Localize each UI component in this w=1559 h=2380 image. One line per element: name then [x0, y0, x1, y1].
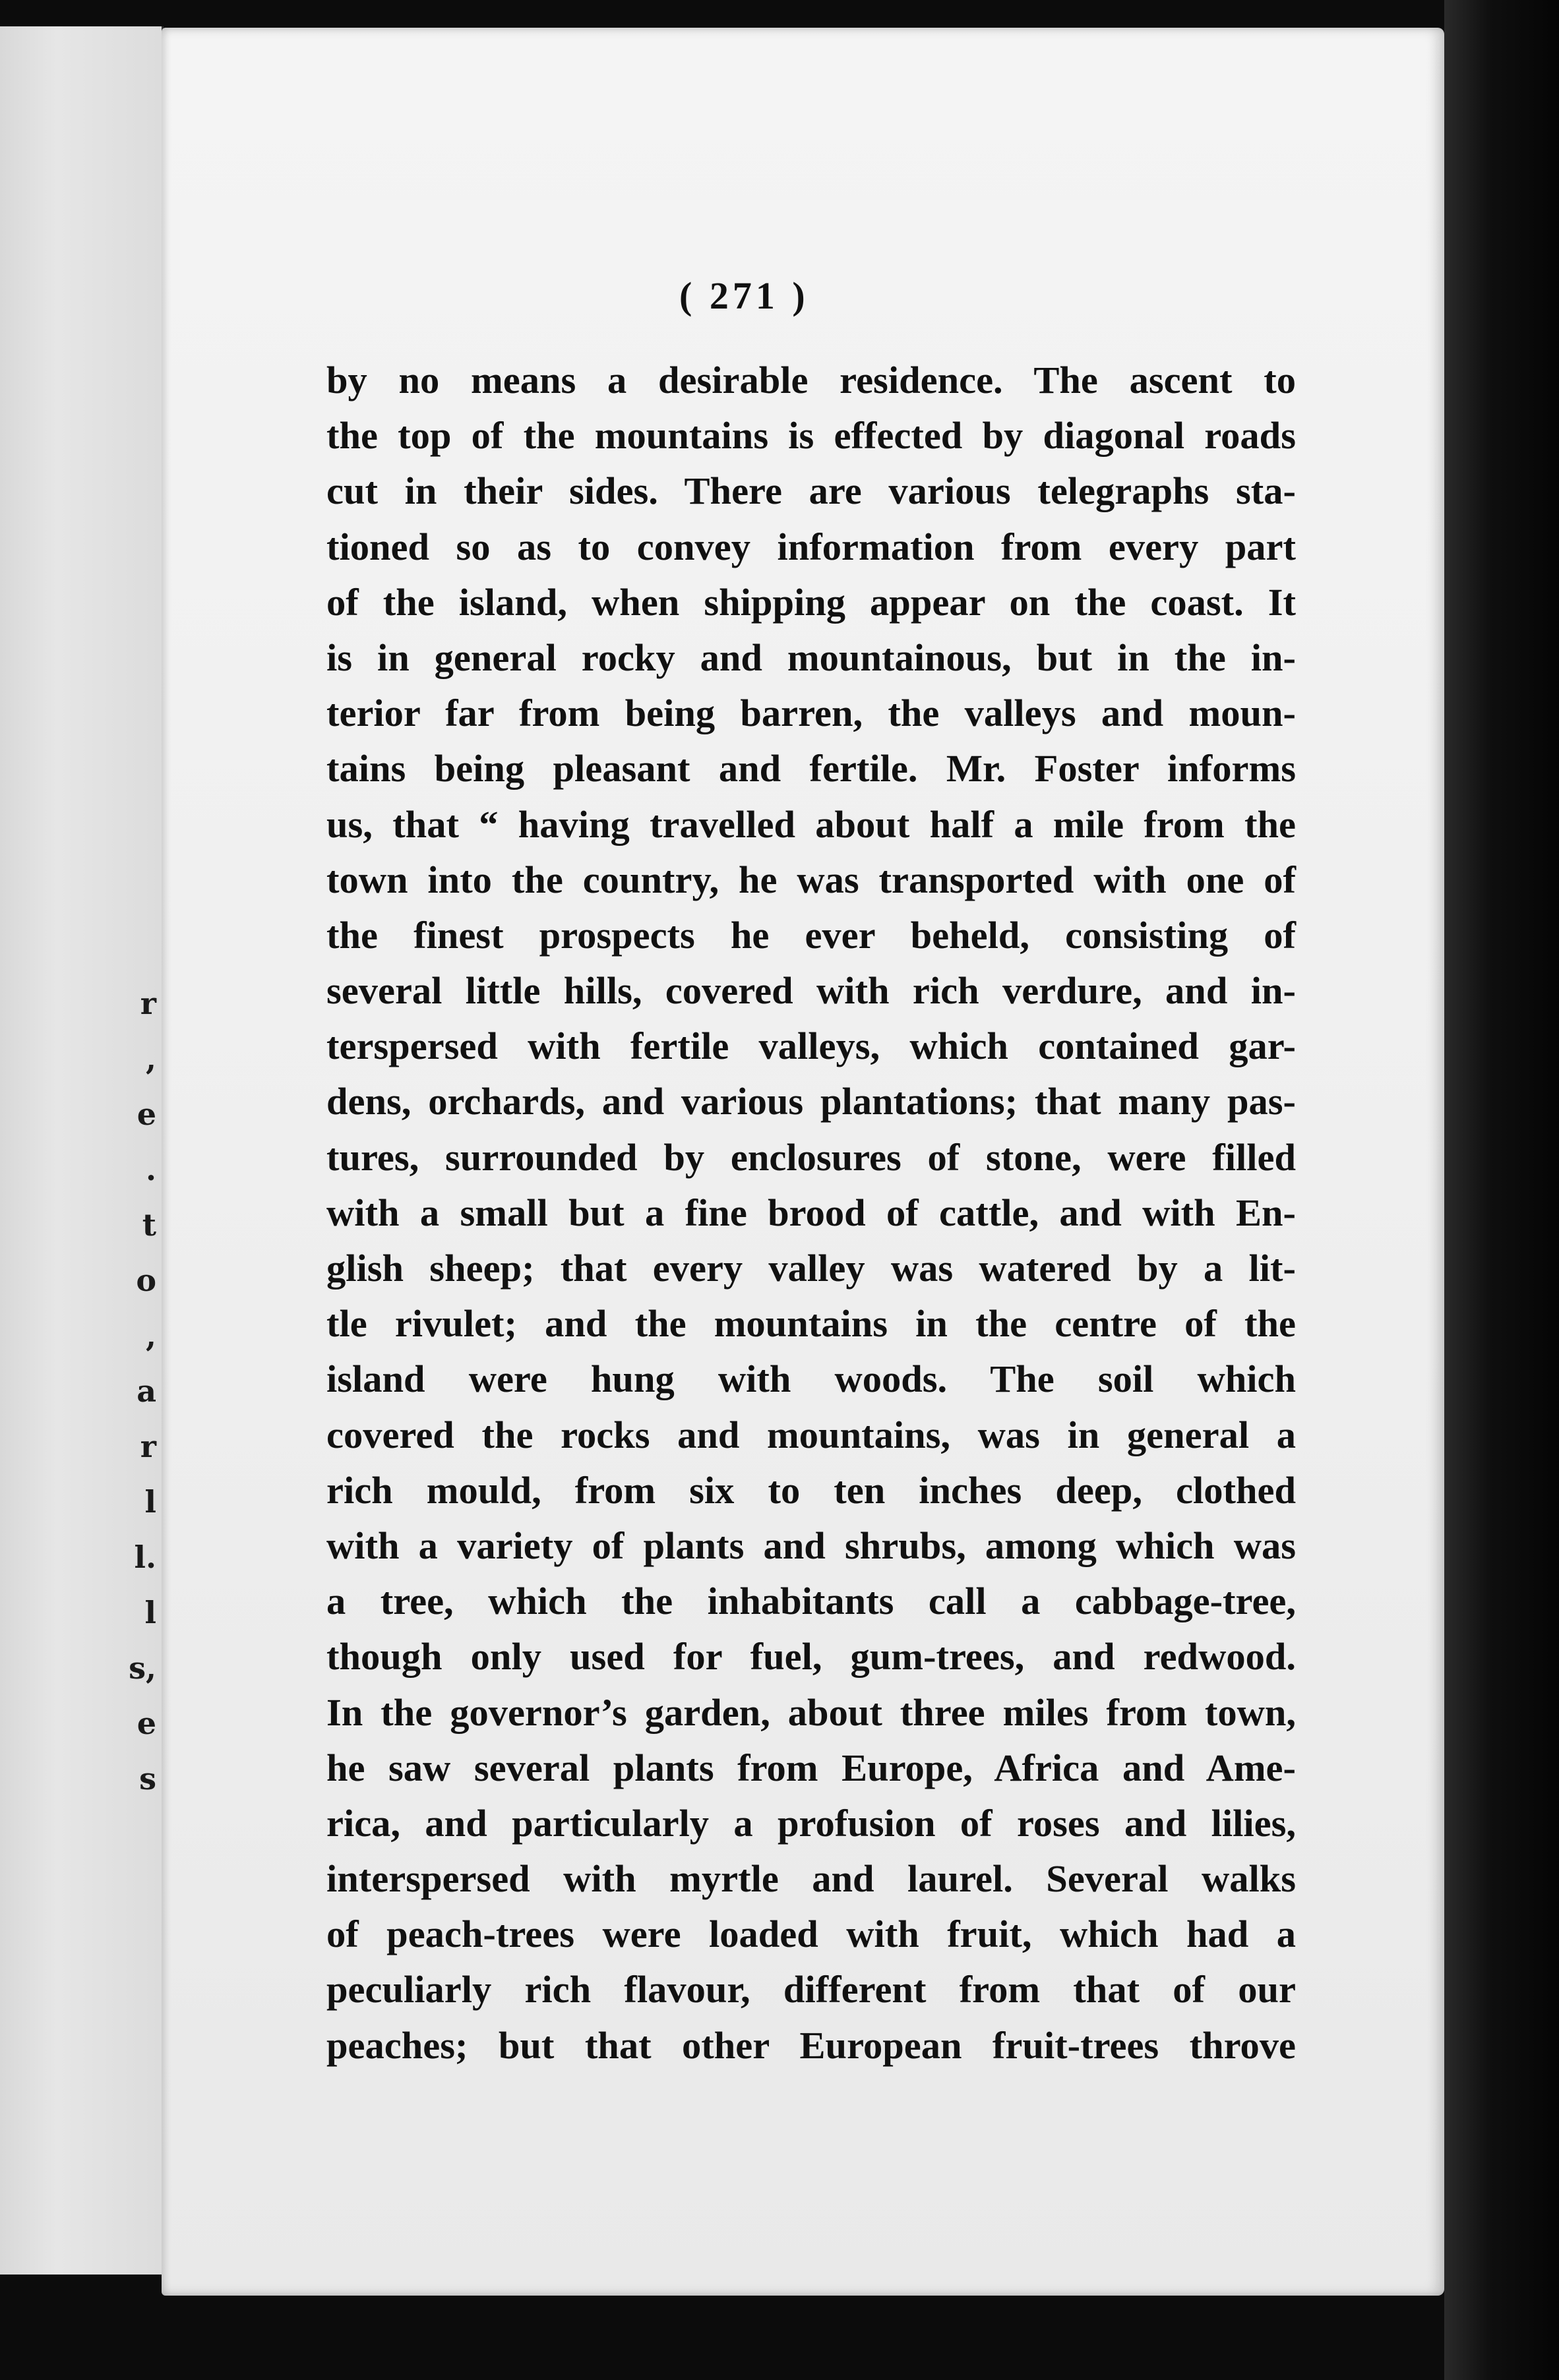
text-line: though only used for fuel, gum-trees, and redwood. — [326, 1635, 1296, 1679]
text-line: terior far from being barren, the valleys and moun- — [326, 692, 1296, 735]
left-edge-char: l. — [134, 1539, 156, 1575]
left-edge-char: l — [144, 1484, 156, 1520]
text-line: In the governor’s garden, about three miles from town, — [326, 1690, 1296, 1734]
text-line: of the island, when shipping appear on the coast. It — [326, 580, 1296, 624]
text-line: of peach-trees were loaded with fruit, which had a — [326, 1913, 1296, 1956]
text-line: he saw several plants from Europe, Africa and Ame- — [326, 1746, 1296, 1789]
page-number: ( 271 ) — [679, 274, 809, 317]
text-line: several little hills, covered with rich verdure, and in- — [326, 969, 1296, 1013]
left-edge-char: e — [137, 1706, 156, 1741]
left-edge-char: a — [137, 1373, 156, 1409]
text-line: terspersed with fertile valleys, which contained gar- — [326, 1025, 1296, 1068]
text-line: island were hung with woods. The soil which — [326, 1357, 1296, 1401]
text-line: with a variety of plants and shrubs, among which was — [326, 1524, 1296, 1567]
left-edge-char: , — [145, 1041, 156, 1077]
text-line: is in general rocky and mountainous, but in the in- — [326, 636, 1296, 679]
text-line: the finest prospects he ever beheld, consisting of — [326, 913, 1296, 957]
text-line: cut in their sides. There are various telegraphs sta- — [326, 469, 1296, 513]
text-line: tures, surrounded by enclosures of stone, were filled — [326, 1135, 1296, 1179]
text-line: interspersed with myrtle and laurel. Several walks — [326, 1857, 1296, 1901]
text-line: with a small but a fine brood of cattle, and with En- — [326, 1191, 1296, 1234]
left-edge-char: t — [142, 1207, 156, 1243]
left-edge-char: s — [139, 1761, 156, 1797]
text-line: peculiarly rich flavour, different from that of our — [326, 1968, 1296, 2011]
text-line: rica, and particularly a profusion of roses and lilies, — [326, 1801, 1296, 1845]
left-edge-char: e — [137, 1096, 156, 1132]
book-cover-edge — [1444, 0, 1559, 2380]
left-edge-char: l — [144, 1595, 156, 1630]
left-edge-char: s, — [129, 1650, 156, 1686]
left-edge-char: r — [140, 986, 156, 1021]
text-line: tioned so as to convey information from every part — [326, 525, 1296, 568]
text-line: glish sheep; that every valley was watered by a lit- — [326, 1247, 1296, 1290]
text-line: the top of the mountains is effected by diagonal roads — [326, 414, 1296, 458]
page-body-text — [326, 353, 1296, 2073]
left-page-edge-text — [129, 976, 156, 1806]
text-line: by no means a desirable residence. The ascent to — [326, 359, 1296, 402]
text-line: town into the country, he was transported with one of — [326, 858, 1296, 901]
text-line: tains being pleasant and fertile. Mr. Foster informs — [326, 747, 1296, 790]
text-line: dens, orchards, and various plantations; that many pas- — [326, 1080, 1296, 1123]
text-line: rich mould, from six to ten inches deep, clothed — [326, 1468, 1296, 1512]
text-line: peaches; but that other European fruit-trees throve — [326, 2023, 1296, 2067]
left-edge-char: o — [136, 1263, 156, 1298]
text-line: tle rivulet; and the mountains in the centre of the — [326, 1302, 1296, 1346]
text-line: us, that “ having travelled about half a mile from the — [326, 802, 1296, 846]
left-page-edge — [0, 26, 164, 2275]
text-line: covered the rocks and mountains, was in general a — [326, 1413, 1296, 1456]
text-line: a tree, which the inhabitants call a cabbage-tree, — [326, 1580, 1296, 1623]
left-edge-char: . — [145, 1152, 156, 1187]
left-edge-char: r — [140, 1429, 156, 1464]
left-edge-char: , — [145, 1318, 156, 1354]
